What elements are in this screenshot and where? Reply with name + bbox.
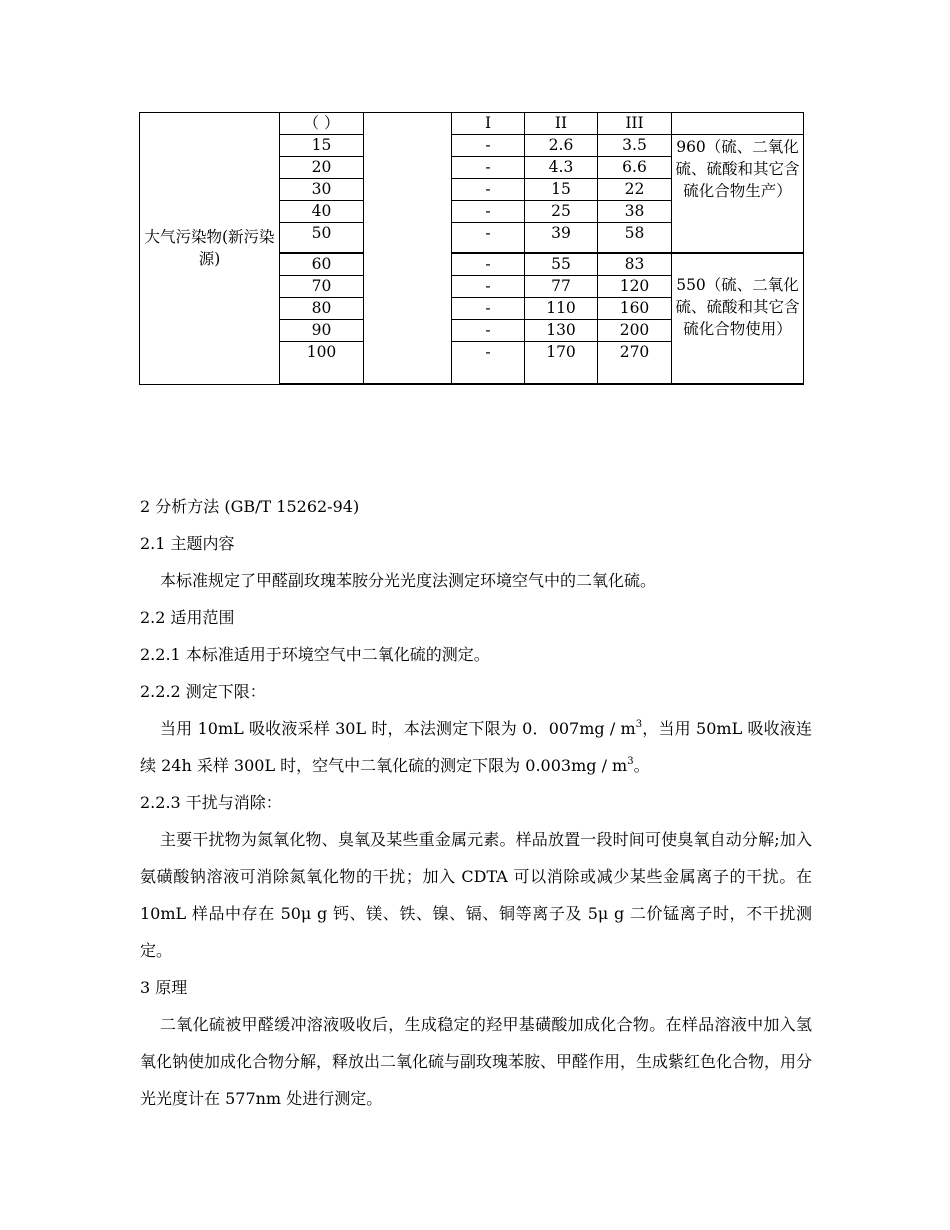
document-body <box>140 488 812 1117</box>
level-3-cell: 6.6 <box>598 157 672 179</box>
blank-column-cell <box>364 113 452 385</box>
height-cell: 50 <box>280 223 364 254</box>
level-3-cell: 160 <box>598 298 672 320</box>
height-cell: 20 <box>280 157 364 179</box>
header-note <box>672 113 804 135</box>
level-3-cell: 270 <box>598 342 672 385</box>
emission-table-container <box>139 112 803 385</box>
height-cell: 40 <box>280 201 364 223</box>
level-1-cell: - <box>452 135 525 157</box>
height-cell: 30 <box>280 179 364 201</box>
section-3-heading: 3 原理 <box>140 978 188 997</box>
detection-limit-text-c: 。 <box>633 756 650 775</box>
group2-note-cell <box>672 253 804 384</box>
section-2-1-text: 本标准规定了甲醛副玫瑰苯胺分光光度法测定环境空气中的二氧化硫。 <box>160 571 657 590</box>
emission-standards-table <box>139 112 804 385</box>
header-level-2: II <box>525 113 598 135</box>
level-1-cell: - <box>452 201 525 223</box>
pollutant-category-cell <box>140 113 280 385</box>
height-cell: 90 <box>280 320 364 342</box>
level-3-cell: 83 <box>598 253 672 276</box>
level-3-cell: 200 <box>598 320 672 342</box>
level-2-cell: 130 <box>525 320 598 342</box>
level-3-cell: 38 <box>598 201 672 223</box>
level-1-cell: - <box>452 253 525 276</box>
detection-limit-text-a: 当用 10mL 吸收液采样 30L 时，本法测定下限为 0．007mg / m <box>160 719 636 738</box>
level-1-cell: - <box>452 223 525 254</box>
level-3-cell: 3.5 <box>598 135 672 157</box>
level-3-cell: 22 <box>598 179 672 201</box>
section-2-2-1: 2.2.1 本标准适用于环境空气中二氧化硫的测定。 <box>140 645 490 664</box>
section-2-2-heading: 2.2 适用范围 <box>140 608 235 627</box>
height-cell: 70 <box>280 276 364 298</box>
level-1-cell: - <box>452 276 525 298</box>
level-2-cell: 2.6 <box>525 135 598 157</box>
section-2-heading: 2 分析方法 (GB/T 15262-94) <box>140 497 360 516</box>
level-2-cell: 110 <box>525 298 598 320</box>
level-3-cell: 120 <box>598 276 672 298</box>
level-2-cell: 4.3 <box>525 157 598 179</box>
section-2-2-3-text: 主要干扰物为氮氧化物、臭氧及某些重金属元素。样品放置一段时间可使臭氧自动分解;加入氨磺酸钠溶液可消除氮氧化物的干扰；加入 CDTA 可以消除或减少某些金属离子的干扰。在 10mL 样品中存在 50μ g 钙、镁、铁、镍、镉、铜等离子及 5μ g 二价锰离子时，不干扰测定。 <box>140 830 812 960</box>
level-2-cell: 77 <box>525 276 598 298</box>
header-level-3: III <box>598 113 672 135</box>
table-header-row <box>140 113 804 135</box>
level-2-cell: 39 <box>525 223 598 254</box>
level-1-cell: - <box>452 157 525 179</box>
height-cell: 80 <box>280 298 364 320</box>
level-1-cell: - <box>452 179 525 201</box>
superscript-3: 3 <box>627 756 634 767</box>
superscript-3: 3 <box>635 719 643 730</box>
section-2-1-heading: 2.1 主题内容 <box>140 534 235 553</box>
level-2-cell: 15 <box>525 179 598 201</box>
level-2-cell: 55 <box>525 253 598 276</box>
section-2-2-2-text <box>140 710 812 784</box>
section-3-text: 二氧化硫被甲醛缓冲溶液吸收后，生成稳定的羟甲基磺酸加成化合物。在样品溶液中加入氢氧化钠使加成化合物分解，释放出二氧化硫与副玫瑰苯胺、甲醛作用，生成紫红色化合物，用分光光度计在 577nm 处进行测定。 <box>140 1015 813 1108</box>
level-1-cell: - <box>452 320 525 342</box>
level-2-cell: 25 <box>525 201 598 223</box>
level-3-cell: 58 <box>598 223 672 254</box>
height-cell: 15 <box>280 135 364 157</box>
section-2-2-3-heading: 2.2.3 干扰与消除： <box>140 793 282 812</box>
group1-note-cell <box>672 135 804 254</box>
header-height-unit: （ ） <box>280 113 364 135</box>
header-level-1: I <box>452 113 525 135</box>
height-cell: 60 <box>280 253 364 276</box>
group1-note: 960（硫、二氧化硫、硫酸和其它含硫化合物生产） <box>675 138 800 200</box>
section-2-2-2-heading: 2.2.2 测定下限： <box>140 682 266 701</box>
detection-limit-text-b: ，当用 50mL 吸收液连续 24h 采样 300L 时，空气中二氧化硫的测定下限为 0.003mg / m <box>140 719 812 775</box>
pollutant-category: 大气污染物(新污染源) <box>144 228 275 269</box>
group2-note: 550（硫、二氧化硫、硫酸和其它含硫化合物使用） <box>675 276 800 338</box>
height-cell: 100 <box>280 342 364 385</box>
level-2-cell: 170 <box>525 342 598 385</box>
level-1-cell: - <box>452 342 525 385</box>
level-1-cell: - <box>452 298 525 320</box>
